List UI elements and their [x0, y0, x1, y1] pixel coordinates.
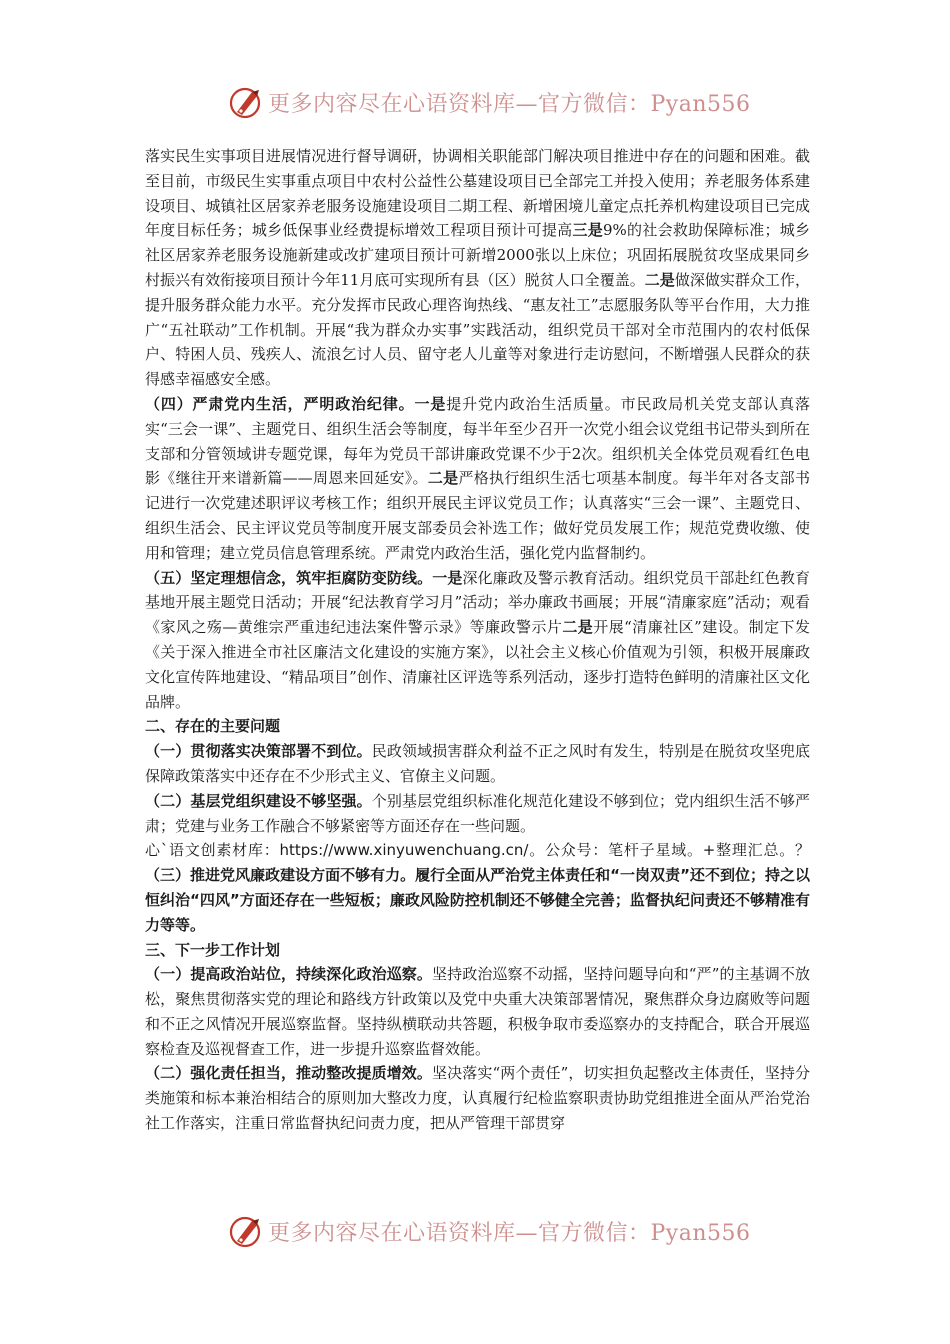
paragraph: （四）严肃党内生活，严明政治纪律。一是提升党内政治生活质量。市民政局机关党支部认真落实“三会一课”、主题党日、组织生活会等制度，每半年至少召开一次党小组会议党组书记带头到所在支部和分管领域讲专题党课，每年为党员干部讲廉政党课不少于2次。组织机关全体党员观看红色电影《继往开来谱新篇——周恩来回延安》。二是严格执行组织生活七项基本制度。每半年对各支部书记进行一次党建述职评议考核工作；组织开展民主评议党员工作；认真落实“三会一课”、主题党日、组织生活会、民主评议党员等制度开展支部委员会补选工作；做好党员发展工作；规范党费收缴、使用和管理；建立党员信息管理系统。严肃党内政治生活，强化党内监督制约。	[145, 394, 810, 562]
footer-watermark-banner	[228, 1211, 751, 1251]
document-body	[145, 144, 810, 1136]
paragraph: （一）提高政治站位，持续深化政治巡察。坚持政治巡察不动摇，坚持问题导向和“严”的主基调不放松，聚焦贯彻落实党的理论和路线方针政策以及党中央重大决策部署情况，聚焦群众身边腐败等问题和不正之风情况开展巡察监督。坚持纵横联动共答题，积极争取市委巡察办的支持配合，联合开展巡察检查及巡视督查工作，进一步提升巡察监督效能。	[145, 965, 810, 1058]
header-watermark-banner	[228, 82, 751, 122]
paragraph: （一）贯彻落实决策部署不到位。民政领域损害群众利益不正之风时有发生，特别是在脱贫攻坚兜底保障政策落实中还存在不少形式主义、官僚主义问题。	[145, 742, 810, 785]
section-heading: 二、存在的主要问题	[145, 717, 281, 736]
paragraph: 落实民生实事项目进展情况进行督导调研，协调相关职能部门解决项目推进中存在的问题和困难。截至目前，市级民生实事重点项目中农村公益性公墓建设项目已全部完工并投入使用；养老服务体系建设项目、城镇社区居家养老服务设施建设项目二期工程、新增困境儿童定点托养机构建设项目已完成年度目标任务；城乡低保事业经费提标增效工程项目预计可提高三是9%的社会救助保障标准；城乡社区居家养老服务设施新建或改扩建项目预计可新增2000张以上床位；巩固拓展脱贫攻坚成果同乡村振兴有效衔接项目预计今年11月底可实现所有县（区）脱贫人口全覆盖。二是做深做实群众工作，提升服务群众能力水平。充分发挥市民政心理咨询热线、“惠友社工”志愿服务队等平台作用，大力推广“五社联动”工作机制。开展“我为群众办实事”实践活动，组织党员干部对全市范围内的农村低保户、特困人员、残疾人、流浪乞讨人员、留守老人儿童等对象进行走访慰问，不断增强人民群众的获得感幸福感安全感。	[145, 147, 810, 389]
section-heading: 三、下一步工作计划	[145, 940, 281, 959]
paragraph: 心`语文创素材库：https://www.xinyuwenchuang.cn/。公众号：笔杆子星域。+整理汇总。？（三）推进党风廉政建设方面不够有力。履行全面从严治党主体责任和“一岗双责”还不到位；持之以恒纠治“四风”方面还存在一些短板；廉政风险防控机制还不够健全完善；监督执纪问责还不够精准有力等等。	[145, 841, 810, 934]
paragraph: （二）基层党组织建设不够坚强。个别基层党组织标准化规范化建设不够到位；党内组织生活不够严肃；党建与业务工作融合不够紧密等方面还存在一些问题。	[145, 791, 810, 835]
pen-nib-logo-icon	[228, 1213, 264, 1249]
paragraph: （二）强化责任担当，推动整改提质增效。坚决落实“两个责任”，切实担负起整改主体责任，坚持分类施策和标本兼治相结合的原则加大整改力度，认真履行纪检监察职责协助党组推进全面从严治党治社工作落实，注重日常监督执纪问责力度，把从严管理干部贯穿	[145, 1064, 810, 1133]
pen-nib-logo-icon	[228, 84, 264, 120]
header-watermark-text: 更多内容尽在心语资料库—官方微信：Pyan556	[268, 91, 751, 117]
footer-watermark-text: 更多内容尽在心语资料库—官方微信：Pyan556	[268, 1220, 751, 1246]
paragraph: （五）坚定理想信念，筑牢拒腐防变防线。一是深化廉政及警示教育活动。组织党员干部赴红色教育基地开展主题党日活动；开展“纪法教育学习月”活动；举办廉政书画展；开展“清廉家庭”活动；观看《家风之殇—黄维宗严重违纪违法案件警示录》等廉政警示片二是开展“清廉社区”建设。制定下发《关于深入推进全市社区廉洁文化建设的实施方案》，以社会主义核心价值观为引领，积极开展廉政文化宣传阵地建设、“精品项目”创作、清廉社区评选等系列活动，逐步打造特色鲜明的清廉社区文化品牌。	[145, 568, 810, 711]
